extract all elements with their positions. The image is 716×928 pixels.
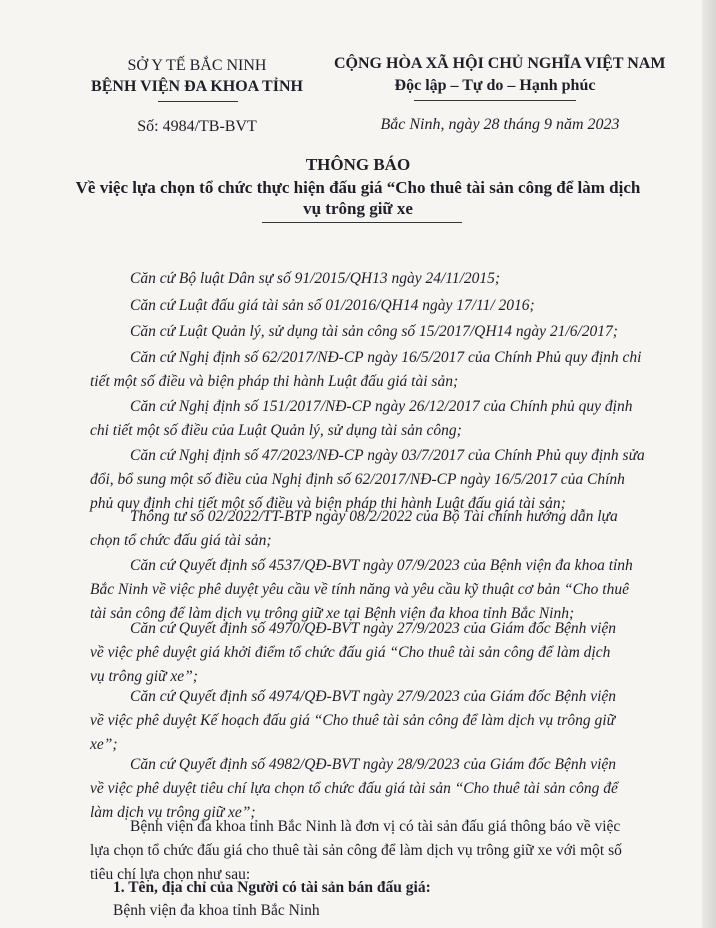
legal-basis-paragraph: Thông tư số 02/2022/TT-BTP ngày 08/2/2022 của Bộ Tài chính hướng dẫn lựa chọn tổ chức đấu giá tài sản; — [90, 508, 618, 549]
title-underline — [262, 222, 462, 223]
legal-basis-paragraph: Căn cứ Nghị định số 62/2017/NĐ-CP ngày 16/5/2017 của Chính Phủ quy định chi tiết một số điều và biện pháp thi hành Luật đấu giá tài sản; — [90, 349, 642, 390]
legal-basis-paragraph: Căn cứ Quyết định số 4970/QĐ-BVT ngày 27/9/2023 của Giám đốc Bệnh viện về việc phê duyệt giá khởi điểm tổ chức đấu giá “Cho thuê tài sản công để làm dịch vụ trông giữ xe”; — [90, 620, 617, 685]
notice-subject-line-2: vụ trông giữ xe — [303, 199, 413, 218]
legal-basis-paragraph: Căn cứ Nghị định số 47/2023/NĐ-CP ngày 03/7/2017 của Chính Phủ quy định sửa đổi, bổ sung một số điều của Nghị định số 62/2017/NĐ-CP ngày 16/5/2017 của Chính phủ quy định chi tiết một số điều và biện pháp thi hành Luật đấu giá tài sản; — [90, 447, 645, 512]
motto-underline — [414, 100, 576, 101]
legal-basis-paragraph: Căn cứ Bộ luật Dân sự số 91/2015/QH13 ngày 24/11/2015; — [130, 270, 501, 287]
place-date: Bắc Ninh, ngày 28 tháng 9 năm 2023 — [380, 116, 620, 133]
national-motto: Độc lập – Tự do – Hạnh phúc — [394, 77, 596, 94]
notice-heading: THÔNG BÁO — [305, 155, 411, 174]
page-edge-shadow — [702, 0, 716, 928]
org-name: BỆNH VIỆN ĐA KHOA TỈNH — [91, 78, 303, 95]
country-name: CỘNG HÒA XÃ HỘI CHỦ NGHĨA VIỆT NAM — [334, 55, 666, 72]
doc-number: Số: 4984/TB-BVT — [137, 118, 257, 135]
section-1-heading: 1. Tên, địa chỉ của Người có tài sản bán đấu giá: — [113, 879, 431, 896]
intro-paragraph: Bệnh viện đa khoa tỉnh Bắc Ninh là đơn vị có tài sản đấu giá thông báo về việc lựa chọn tổ chức đấu giá cho thuê tài sản công để làm dịch vụ trông giữ xe với một số tiêu chí lựa chọn như sau: — [90, 818, 622, 883]
legal-basis-paragraph: Căn cứ Luật đấu giá tài sản số 01/2016/QH14 ngày 17/11/ 2016; — [130, 297, 535, 314]
notice-subject-line-1: Về việc lựa chọn tổ chức thực hiện đấu giá “Cho thuê tài sản công để làm dịch — [75, 178, 641, 197]
legal-basis-paragraph: Căn cứ Luật Quản lý, sử dụng tài sản công số 15/2017/QH14 ngày 21/6/2017; — [130, 323, 618, 340]
legal-basis-paragraph: Căn cứ Nghị định số 151/2017/NĐ-CP ngày 26/12/2017 của Chính phủ quy định chi tiết một số điều của Luật Quản lý, sử dụng tài sản công; — [90, 398, 633, 439]
section-1-body: Bệnh viện đa khoa tỉnh Bắc Ninh — [113, 902, 320, 919]
legal-basis-paragraph: Căn cứ Quyết định số 4982/QĐ-BVT ngày 28/9/2023 của Giám đốc Bệnh viện về việc phê duyệt tiêu chí lựa chọn tổ chức đấu giá tài sản “Cho thuê tài sản công để làm dịch vụ trông giữ xe”; — [90, 756, 618, 821]
legal-basis-paragraph: Căn cứ Quyết định số 4974/QĐ-BVT ngày 27/9/2023 của Giám đốc Bệnh viện về việc phê duyệt Kế hoạch đấu giá “Cho thuê tài sản công để làm dịch vụ trông giữ xe”; — [90, 688, 617, 753]
org-parent: SỞ Y TẾ BẮC NINH — [127, 57, 267, 74]
org-underline — [158, 101, 238, 102]
legal-basis-paragraph: Căn cứ Quyết định số 4537/QĐ-BVT ngày 07/9/2023 của Bệnh viện đa khoa tỉnh Bắc Ninh về việc phê duyệt yêu cầu về tính năng và yêu cầu kỹ thuật cơ bản “Cho thuê tài sản công để làm dịch vụ trông giữ xe tại Bệnh viện đa khoa tỉnh Bắc Ninh; — [90, 557, 633, 622]
